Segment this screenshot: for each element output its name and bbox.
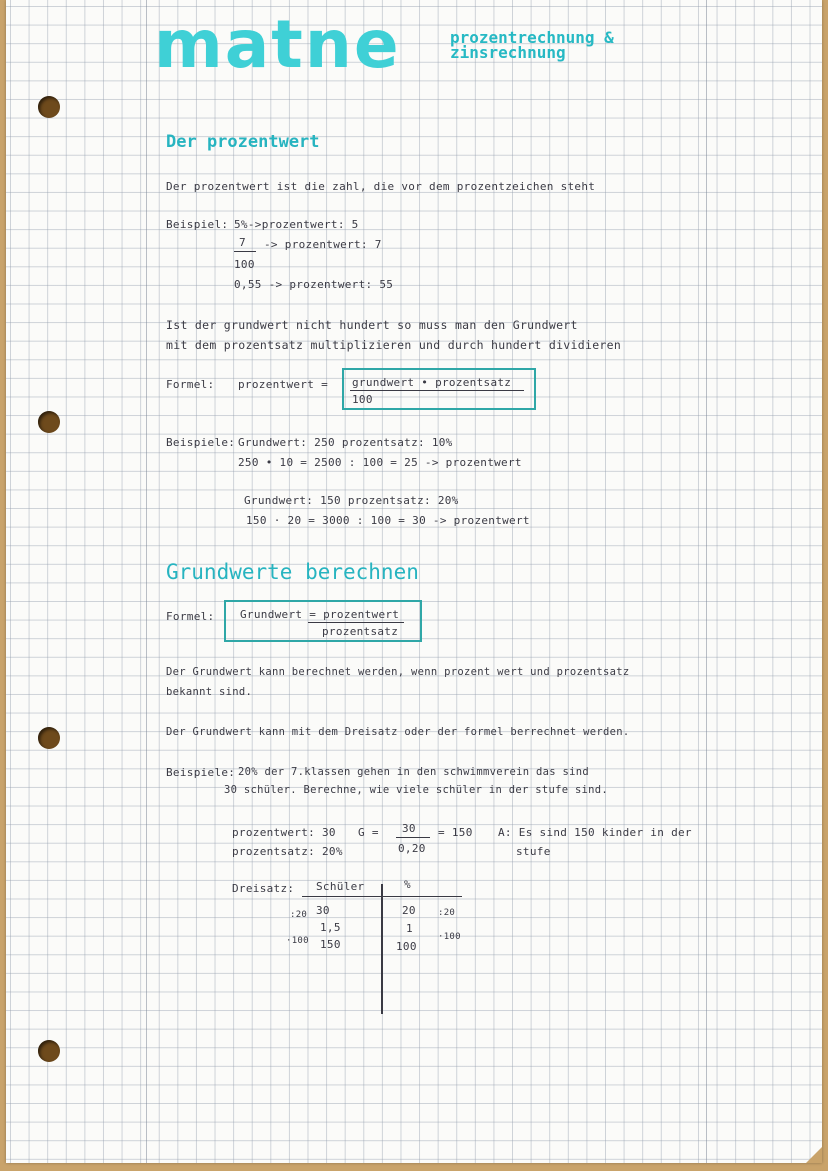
- page-corner: [806, 1147, 822, 1163]
- definition-text: Der prozentwert ist die zahl, die vor dem prozentzeichen steht: [166, 180, 596, 193]
- operation-note: ·100: [286, 936, 309, 946]
- task-text: 20% der 7.klassen gehen in den schwimmverein das sind: [238, 766, 589, 778]
- page-title: matne: [154, 6, 401, 83]
- formula-label: Formel:: [166, 610, 215, 623]
- formula-denominator: 100: [352, 393, 373, 406]
- fraction-bar: [234, 251, 256, 252]
- table-cell: 100: [396, 940, 417, 953]
- fraction-bar: [396, 837, 430, 838]
- margin-line-right: [706, 0, 707, 1163]
- formula-numerator: Grundwert = prozentwert: [240, 608, 400, 621]
- example-line: 5%->prozentwert: 5: [234, 218, 359, 231]
- operation-note: :20: [438, 908, 456, 918]
- rule-text: Ist der grundwert nicht hundert so muss man den Grundwert: [166, 318, 578, 332]
- formula-numerator: grundwert • prozentsatz: [352, 376, 512, 389]
- subtitle-line: zinsrechnung: [450, 43, 566, 62]
- example-fraction-numerator: 7: [239, 236, 246, 249]
- table-cell: 1: [406, 922, 413, 935]
- calc-line: 250 • 10 = 2500 : 100 = 25 -> prozentwert: [238, 456, 522, 469]
- dreisatz-label: Dreisatz:: [232, 882, 295, 895]
- punch-hole: [38, 96, 60, 118]
- table-cell: 1,5: [320, 921, 341, 934]
- given-value: prozentsatz: 20%: [232, 845, 343, 858]
- equation-result: = 150: [438, 826, 473, 839]
- examples-label: Beispiele:: [166, 436, 236, 449]
- table-cell: 20: [402, 904, 416, 917]
- margin-line-left: [146, 0, 147, 1163]
- table-divider: [381, 884, 383, 1014]
- punch-hole: [38, 727, 60, 749]
- formula-denominator: prozentsatz: [322, 625, 399, 638]
- section-heading-grundwerte: Grundwerte berechnen: [166, 560, 419, 584]
- answer-text: A: Es sind 150 kinder in der: [498, 826, 692, 839]
- formula-label: Formel:: [166, 378, 215, 391]
- formula-box: [224, 600, 422, 642]
- section-heading-prozentwert: Der prozentwert: [166, 132, 320, 152]
- paragraph-text: Der Grundwert kann berechnet werden, wenn prozent wert und prozentsatz: [166, 666, 630, 678]
- operation-note: ·100: [438, 932, 461, 942]
- given-value: prozentwert: 30: [232, 826, 336, 839]
- punch-hole: [38, 1040, 60, 1062]
- calc-line: 150 · 20 = 3000 : 100 = 30 -> prozentwert: [246, 514, 530, 527]
- table-header-schueler: Schüler: [316, 880, 365, 893]
- example-line: -> prozentwert: 7: [264, 238, 382, 251]
- paragraph-text: bekannt sind.: [166, 686, 253, 698]
- paragraph-text: Der Grundwert kann mit dem Dreisatz oder der formel berrechnet werden.: [166, 726, 630, 738]
- task-label: Beispiele:: [166, 766, 236, 779]
- page-subtitle: [450, 30, 614, 60]
- calc-line: Grundwert: 250 prozentsatz: 10%: [238, 436, 453, 449]
- task-text: 30 schüler. Berechne, wie viele schüler in der stufe sind.: [224, 784, 609, 796]
- example-line: 0,55 -> prozentwert: 55: [234, 278, 394, 291]
- notebook-page: [6, 0, 822, 1163]
- equation-numerator: 30: [402, 822, 416, 835]
- table-header-percent: %: [404, 878, 411, 891]
- fraction-bar: [350, 390, 524, 391]
- table-cell: 30: [316, 904, 330, 917]
- punch-hole: [38, 411, 60, 433]
- equation-lhs: G =: [358, 826, 379, 839]
- formula-lhs: prozentwert =: [238, 378, 328, 391]
- calc-line: Grundwert: 150 prozentsatz: 20%: [244, 494, 459, 507]
- table-cell: 150: [320, 938, 341, 951]
- formula-box: [342, 368, 536, 410]
- equation-denominator: 0,20: [398, 842, 426, 855]
- rule-text: mit dem prozentsatz multiplizieren und durch hundert dividieren: [166, 338, 622, 352]
- subtitle-line: prozentrechnung &: [450, 28, 614, 47]
- fraction-bar: [308, 622, 404, 623]
- answer-text: stufe: [516, 845, 551, 858]
- example-fraction-denominator: 100: [234, 258, 255, 271]
- operation-note: :20: [290, 910, 308, 920]
- example-label: Beispiel:: [166, 218, 229, 231]
